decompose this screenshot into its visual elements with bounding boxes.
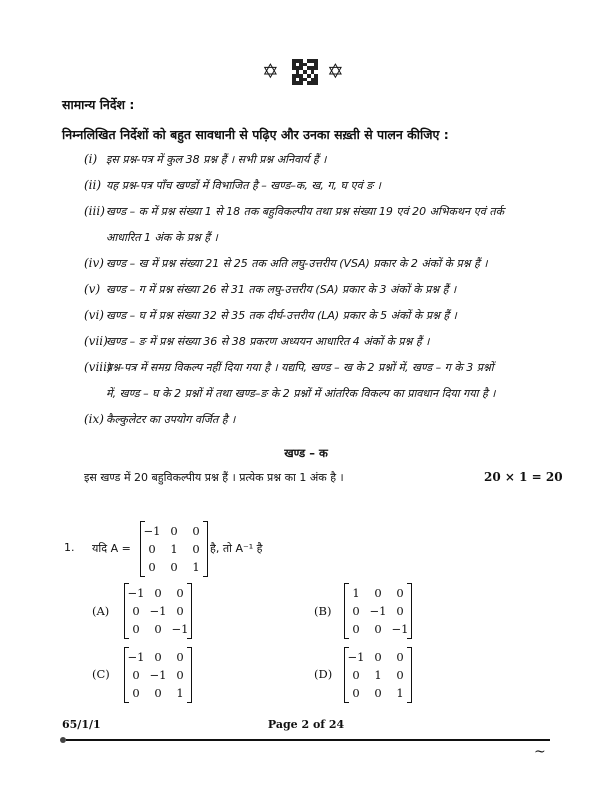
matrix-cell: 0: [374, 650, 382, 664]
section-description: इस खण्ड में 20 बहुविकल्पीय प्रश्न हैं । प्रत्येक प्रश्न का 1 अंक है ।: [84, 471, 344, 484]
matrix-cell: 0: [374, 686, 382, 700]
matrix-cell: 0: [396, 604, 404, 618]
matrix-cell: 0: [176, 650, 184, 664]
matrix-cell: 0: [396, 668, 404, 682]
instruction-text: खण्ड – क में प्रश्न संख्या 1 से 18 तक बहुविकल्पीय तथा प्रश्न संख्या 19 एवं 20 अभिकथन एवं तर्क: [106, 205, 505, 218]
matrix-cell: 0: [154, 622, 162, 636]
instruction-text: खण्ड – ख में प्रश्न संख्या 21 से 25 तक अति लघु-उत्तरीय (VSA) प्रकार के 2 अंकों के प्रश्न हैं ।: [106, 257, 488, 270]
instruction-text: आधारित 1 अंक के प्रश्न हैं ।: [106, 231, 218, 244]
section-marks: 20 × 1 = 20: [484, 470, 563, 484]
question-prefix: यदि A =: [92, 542, 131, 555]
matrix-cell: 1: [352, 586, 360, 600]
instruction-number: (vii): [84, 334, 108, 348]
matrix-cell: 0: [132, 668, 140, 682]
option-a-matrix: [124, 584, 192, 638]
matrix-cell: −1: [143, 524, 161, 538]
matrix-cell: −1: [171, 622, 189, 636]
matrix-cell: 1: [192, 560, 200, 574]
question-suffix: है, तो A⁻¹ है: [210, 542, 263, 555]
matrix-cell: 0: [170, 524, 178, 538]
section-title: खण्ड – क: [284, 446, 328, 460]
matrix-cell: 0: [374, 586, 382, 600]
matrix-cell: 0: [352, 604, 360, 618]
instruction-number: (i): [84, 152, 98, 166]
matrix-cell: 0: [352, 622, 360, 636]
instruction-number: (iv): [84, 256, 104, 270]
star-of-david-icon-left: ✡: [262, 59, 279, 83]
matrix-cell: 0: [176, 586, 184, 600]
matrix-cell: 0: [148, 542, 156, 556]
star-of-david-icon-right: ✡: [327, 59, 344, 83]
matrix-cell: 1: [170, 542, 178, 556]
instruction-text: इस प्रश्न-पत्र में कुल 38 प्रश्न हैं । सभी प्रश्न अनिवार्य हैं ।: [106, 153, 327, 166]
matrix-cell: −1: [127, 586, 145, 600]
option-a-label[interactable]: (A): [92, 604, 110, 618]
matrix-cell: 0: [132, 686, 140, 700]
question-matrix: [140, 522, 208, 576]
instruction-number: (viii): [84, 360, 112, 374]
option-b-matrix: [344, 584, 412, 638]
matrix-cell: −1: [127, 650, 145, 664]
footer-mark: ~: [534, 744, 546, 760]
matrix-cell: 0: [374, 622, 382, 636]
matrix-cell: 0: [176, 668, 184, 682]
option-c-matrix: [124, 648, 192, 702]
option-c-label[interactable]: (C): [92, 667, 110, 681]
matrix-cell: −1: [369, 604, 387, 618]
instruction-text: यह प्रश्न-पत्र पाँच खण्डों में विभाजित है – खण्ड–क, ख, ग, घ एवं ङ ।: [106, 179, 381, 192]
matrix-cell: 0: [176, 604, 184, 618]
matrix-cell: 0: [132, 604, 140, 618]
general-instructions-heading: सामान्य निर्देश :: [62, 97, 135, 112]
matrix-cell: 1: [374, 668, 382, 682]
footer-rule: [66, 739, 550, 741]
matrix-cell: 0: [352, 668, 360, 682]
page-number: Page 2 of 24: [267, 718, 345, 731]
instruction-text: खण्ड – ङ में प्रश्न संख्या 36 से 38 प्रकरण अध्ययन आधारित 4 अंकों के प्रश्न हैं ।: [106, 335, 430, 348]
matrix-cell: 0: [148, 560, 156, 574]
instruction-number: (vi): [84, 308, 104, 322]
matrix-cell: 0: [192, 524, 200, 538]
matrix-cell: 0: [396, 650, 404, 664]
instruction-number: (v): [84, 282, 101, 296]
instruction-text: खण्ड – ग में प्रश्न संख्या 26 से 31 तक लघु-उत्तरीय (SA) प्रकार के 3 अंकों के प्रश्न हैं ।: [106, 283, 457, 296]
matrix-cell: −1: [391, 622, 409, 636]
matrix-cell: 0: [192, 542, 200, 556]
instruction-number: (ix): [84, 412, 104, 426]
qr-code-icon: [292, 59, 318, 85]
matrix-cell: 0: [132, 622, 140, 636]
instruction-text: में, खण्ड – घ के 2 प्रश्नों में तथा खण्ड–ङ के 2 प्रश्नों में आंतरिक विकल्प का प्रावधान दिया गया है ।: [106, 387, 496, 400]
option-b-label[interactable]: (B): [314, 604, 332, 618]
matrix-cell: 0: [154, 650, 162, 664]
read-carefully-heading: निम्नलिखित निर्देशों को बहुत सावधानी से पढ़िए और उनका सख़्ती से पालन कीजिए :: [62, 127, 449, 142]
matrix-cell: −1: [149, 604, 167, 618]
instruction-text: खण्ड – घ में प्रश्न संख्या 32 से 35 तक दीर्घ-उत्तरीय (LA) प्रकार के 5 अंकों के प्रश्न हैं ।: [106, 309, 457, 322]
instruction-text: कैल्कुलेटर का उपयोग वर्जित है ।: [106, 413, 236, 426]
matrix-cell: −1: [347, 650, 365, 664]
paper-code: 65/1/1: [62, 718, 101, 731]
matrix-cell: 0: [396, 586, 404, 600]
option-d-label[interactable]: (D): [314, 667, 333, 681]
instruction-number: (iii): [84, 204, 105, 218]
matrix-cell: 0: [154, 586, 162, 600]
instruction-text: प्रश्न-पत्र में समग्र विकल्प नहीं दिया गया है । यद्यपि, खण्ड – ख के 2 प्रश्नों में, खण्ड – ग के 3 प्रश्नों: [106, 361, 494, 374]
matrix-cell: 0: [154, 686, 162, 700]
matrix-cell: 1: [176, 686, 184, 700]
option-d-matrix: [344, 648, 412, 702]
question-number: 1.: [64, 541, 75, 554]
instruction-number: (ii): [84, 178, 102, 192]
matrix-cell: 0: [352, 686, 360, 700]
matrix-cell: −1: [149, 668, 167, 682]
matrix-cell: 0: [170, 560, 178, 574]
matrix-cell: 1: [396, 686, 404, 700]
